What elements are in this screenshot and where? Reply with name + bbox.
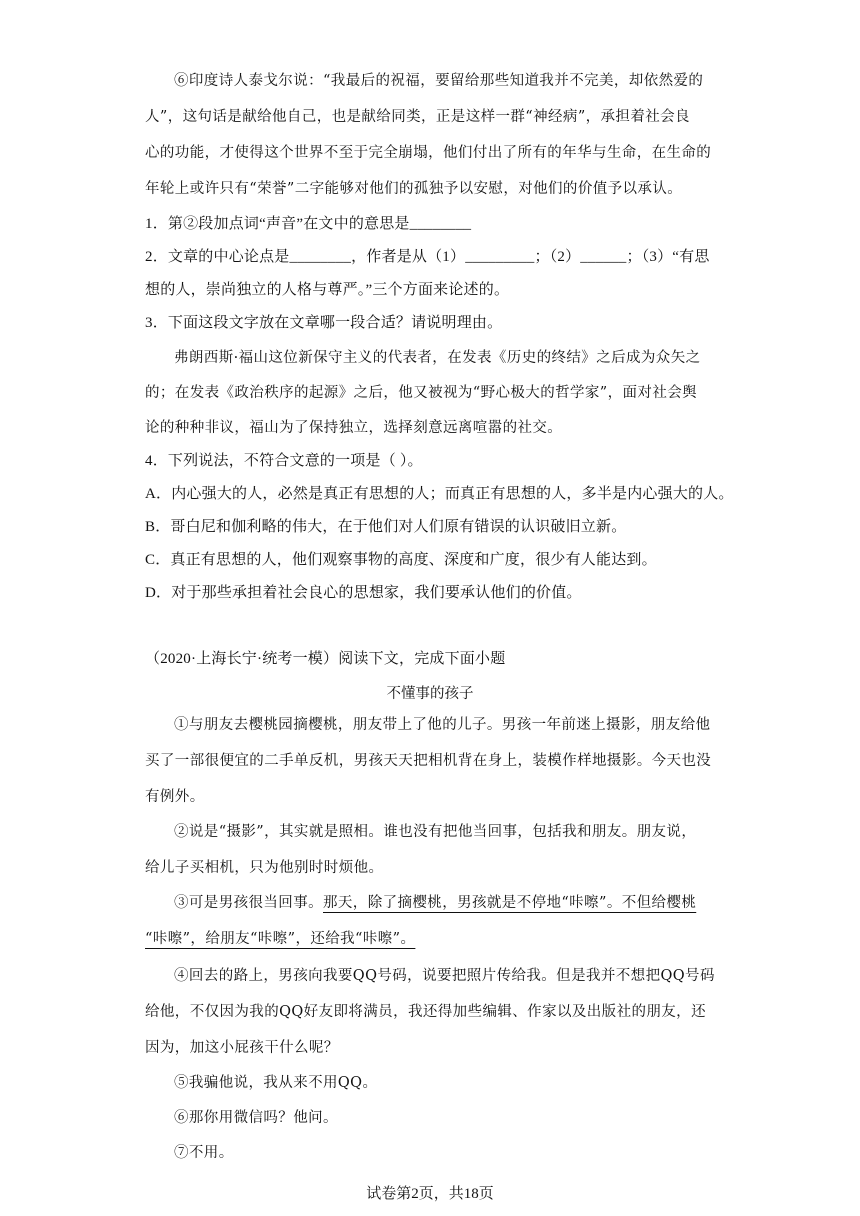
passage-line: ⑥印度诗人泰戈尔说：“我最后的祝福，要留给那些知道我并不完美，却依然爱的 xyxy=(174,73,704,89)
quoted-passage-line: 弗朗西斯·福山这位新保守主义的代表者，在发表《历史的终结》之后成为众矢之 xyxy=(174,350,701,366)
underlined-text: 那天，除了摘樱桃，男孩就是不停地“咔嚓”。不但给樱桃 xyxy=(323,895,697,911)
paragraph-line: 给儿子买相机，只为他别时时烦他。 xyxy=(145,860,384,876)
paragraph-line: 有例外。 xyxy=(145,789,205,805)
passage-line: 年轮上或许只有“荣誉”二字能够对他们的孤独予以安慰，对他们的价值予以承认。 xyxy=(145,181,683,197)
paragraph-line: 买了一部很便宜的二手单反机，男孩天天把相机背在身上，装模作样地摄影。今天也没 xyxy=(145,753,712,769)
question-3: 3．下面这段文字放在文章哪一段合适？请说明理由。 xyxy=(145,315,503,331)
option-b: B．哥白尼和伽利略的伟大，在于他们对人们原有错误的认识破旧立新。 xyxy=(145,519,627,535)
option-c: C．真正有思想的人，他们观察事物的高度、深度和广度，很少有人能达到。 xyxy=(145,552,657,568)
option-d: D．对于那些承担着社会良心的思想家，我们要承认他们的价值。 xyxy=(145,585,582,601)
paragraph-3-line xyxy=(174,893,696,913)
paragraph-line: ①与朋友去樱桃园摘樱桃，朋友带上了他的儿子。男孩一年前迷上摄影，朋友给他 xyxy=(174,717,711,733)
passage-line: 心的功能，才使得这个世界不至于完全崩塌，他们付出了所有的年华与生命，在生命的 xyxy=(145,145,712,161)
paragraph-line: ④回去的路上，男孩向我要QQ号码，说要把照片传给我。但是我并不想把QQ号码 xyxy=(174,968,715,984)
question-4: 4．下列说法，不符合文意的一项是（ ）。 xyxy=(145,453,423,469)
quoted-passage-line: 论的种种非议，福山为了保持独立，选择刻意远离喧嚣的社交。 xyxy=(145,420,563,436)
quoted-passage-line: 的；在发表《政治秩序的起源》之后，他又被视为“野心极大的哲学家”，面对社会舆 xyxy=(145,385,698,401)
paragraph-line: 因为，加这小屁孩干什么呢？ xyxy=(145,1040,339,1056)
paragraph-line: ⑦不用。 xyxy=(174,1145,234,1161)
plain-text: ③可是男孩很当回事。 xyxy=(174,895,323,911)
paragraph-3-line xyxy=(145,929,415,949)
section-header: （2020·上海长宁·统考一模）阅读下文，完成下面小题 xyxy=(145,651,506,667)
question-1: 1．第②段加点词“声音”在文中的意思是________ xyxy=(145,216,472,232)
option-a: A．内心强大的人，必然是真正有思想的人；而真正有思想的人，多半是内心强大的人。 xyxy=(145,486,734,502)
paragraph-line: ⑤我骗他说，我从来不用QQ。 xyxy=(174,1075,378,1091)
paragraph-line: ⑥那你用微信吗？他问。 xyxy=(174,1110,338,1126)
question-2: 2．文章的中心论点是________，作者是从（1）_________；（2）______；（3）“有思 xyxy=(145,249,710,265)
underlined-text: “咔嚓”，给朋友“咔嚓”，还给我“咔嚓”。 xyxy=(145,931,416,947)
question-2-continued: 想的人，崇尚独立的人格与尊严。”三个方面来论述的。 xyxy=(145,282,510,298)
page-footer: 试卷第2页，共18页 xyxy=(366,1186,494,1202)
passage-line: 人”，这句话是献给他自己，也是献给同类，正是这样一群“神经病”，承担着社会良 xyxy=(145,109,690,125)
paragraph-line: 给他，不仅因为我的QQ好友即将满员，我还得加些编辑、作家以及出版社的朋友，还 xyxy=(145,1004,706,1020)
paragraph-line: ②说是“摄影”，其实就是照相。谁也没有把他当回事，包括我和朋友。朋友说， xyxy=(174,824,697,840)
article-title: 不懂事的孩子 xyxy=(386,686,474,702)
